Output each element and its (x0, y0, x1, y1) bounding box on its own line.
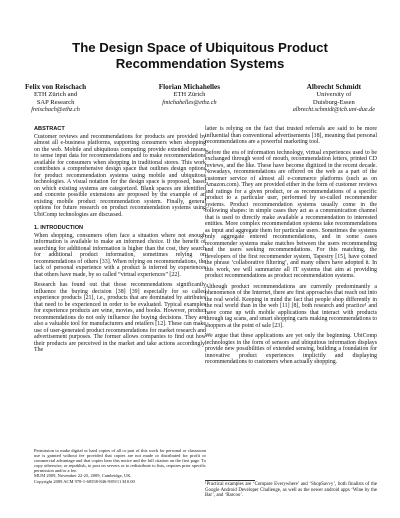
author-3 (293, 84, 375, 114)
author-affiliation: ETH Zürich (173, 91, 206, 99)
author-affiliation: Duisburg-Essen (312, 98, 355, 106)
author-1 (25, 84, 86, 114)
author-block (25, 84, 375, 114)
author-email: fmichahelles@ethz.ch (162, 98, 217, 106)
copyright-line: Copyright 2009 ACM 978-1-60558-846-9/09/11 $10.00 (34, 478, 135, 484)
left-column (34, 126, 206, 358)
intro-paragraph: When shopping, consumers often face a situation where not enough information is available to make an informed choice. If the benefit of searching for additional information is higher than the cost, they search for additional product information, sometimes relying on recommendations of others [33]. When relying on recommendations, the lack of personal experience with a product is inferred by experiences that others have made, by so called “virtual experiences” [22]. (34, 232, 206, 278)
conference-line: MUM 2009, November 22-25, 2009, Cambridge, UK. (34, 473, 132, 479)
author-name: Florian Michahelles (158, 83, 221, 91)
body-paragraph: latter is relying on the fact that trusted referrals are said to be more influential than conventional advertisements [18], meaning that personal recommendations are a powerful marketing tool. (205, 126, 377, 145)
author-name: Felix von Reischach (25, 83, 87, 91)
abstract-heading: ABSTRACT (34, 126, 65, 132)
abstract-text: Customer reviews and recommendations for products are provided by almost all e-business platforms, supporting consumers when shopping on the web. Mobile and ubiquitous computing provide extended means to sense input data for recommendations and to make recommendations available for consumers when shopping in traditional stores. This work contributes a comprehensive design space that outlines design options for product recommendation systems using mobile and ubiquitous technologies. A visual notation for the design space is proposed, based on which existing systems are categorized. Blank spaces are identified and concrete possible extensions are proposed by the example of an existing mobile product recommendation system. Finally, general options for future research on product recommendation systems using UbiComp technologies are discussed. (34, 133, 206, 218)
introduction-heading: 1. INTRODUCTION (34, 225, 84, 231)
body-paragraph: Before the era of information technology, virtual experiences used to be exchanged through word of mouth, recommendation letters, printed CD reviews, and the like. These have become digitized in the recent decade. Nowadays, recommendations are offered on the web as a part of the customer service of almost all e-commerce platforms (such as on Amazon.com). They are provided either in the form of customer reviews and ratings for a given product, or as recommendations of a specific product to a particular user, performed by so-called recommender systems. Product recommendation systems usually come in the following shapes: in simple cases they act as a communication channel that is used to directly make available a recommendation to interested entities. More complex recommendation systems take recommendations as input and aggregate them for particular users. Sometimes the systems only aggregate entered recommendations, and in some cases recommender systems make matches between the users recommending and the users seeking recommendations. For this matching, the developers of the first recommender system, Tapestry [15], have coined the phrase ‘collaborative filtering’, and many others have adopted it. In this work, we will summarize all IT systems that aim at providing product recommendations as product recommendation systems. (205, 149, 377, 279)
intro-paragraph: Research has found out that those recommendations significantly influence the buying decision [38] [39] especially for so called experience products [21], i.e., products that are dominated by attributes that need to be experienced in order to be evaluated. Typical examples for experience products are wine, movies, and books. However, product recommendations do not only influence the buying decisions. They are also a valuable tool for manufacturers and retailers [12]. These can make use of user-generated product recommendations for market research and advertisement purposes. The former allows companies to find out how their products are perceived in the market and take actions accordingly. The (34, 282, 206, 353)
author-affiliation: University of (316, 91, 352, 99)
author-2 (159, 84, 220, 114)
author-email: freischach@ethz.ch (31, 106, 80, 114)
body-paragraph: We argue that these applications are yet only the beginning. UbiComp technologies in the form of sensors and ubiquitous information displays provide new possibilities of extended sensing, building a foundation for innovative product experiences implicitly and displaying recommendations to customers when actually shopping. (205, 333, 377, 365)
footnote: ¹Practical examples are ‘Compare Everywhere’ and ‘ShopSavvy’, both finalists of the Google Android Developer Challenge, as well as the newer android apps ‘Wine by the Bar’, and ‘Barcoo’. (205, 482, 377, 498)
body-paragraph: Although product recommendations are currently predominantly a phenomenon of the Internet, there are first approaches that reach out into the real world. Keeping in mind the fact that people shop differently in the real world than in the web [11] [8], both research and practice¹ and have come up with mobile applications that interact with products through tag scans, and smart shopping carts making recommendations to shoppers at the point of sale [23]. (205, 283, 377, 329)
right-column (205, 126, 377, 370)
author-affiliation: ETH Zürich and (33, 91, 78, 99)
author-name: Albrecht Schmidt (306, 83, 362, 91)
copyright-notice (34, 448, 206, 484)
paper-title: The Design Space of Ubiquitous Product Recommendation Systems (72, 40, 328, 71)
author-email: albrecht.schmidt@icb.uni-due.de (292, 106, 375, 114)
permission-text: Permission to make digital or hard copies of all or part of this work for personal or classroom use is granted without fee provided that copies are not made or distributed for profit or commercial advantage and that copies bear this notice and the full citation on the first page. To copy otherwise, or republish, to post on servers or to redistribute to lists, requires prior specific permission and/or a fee. (34, 448, 206, 474)
author-affiliation: SAP Research (36, 98, 75, 106)
footnote-rule (205, 480, 255, 481)
